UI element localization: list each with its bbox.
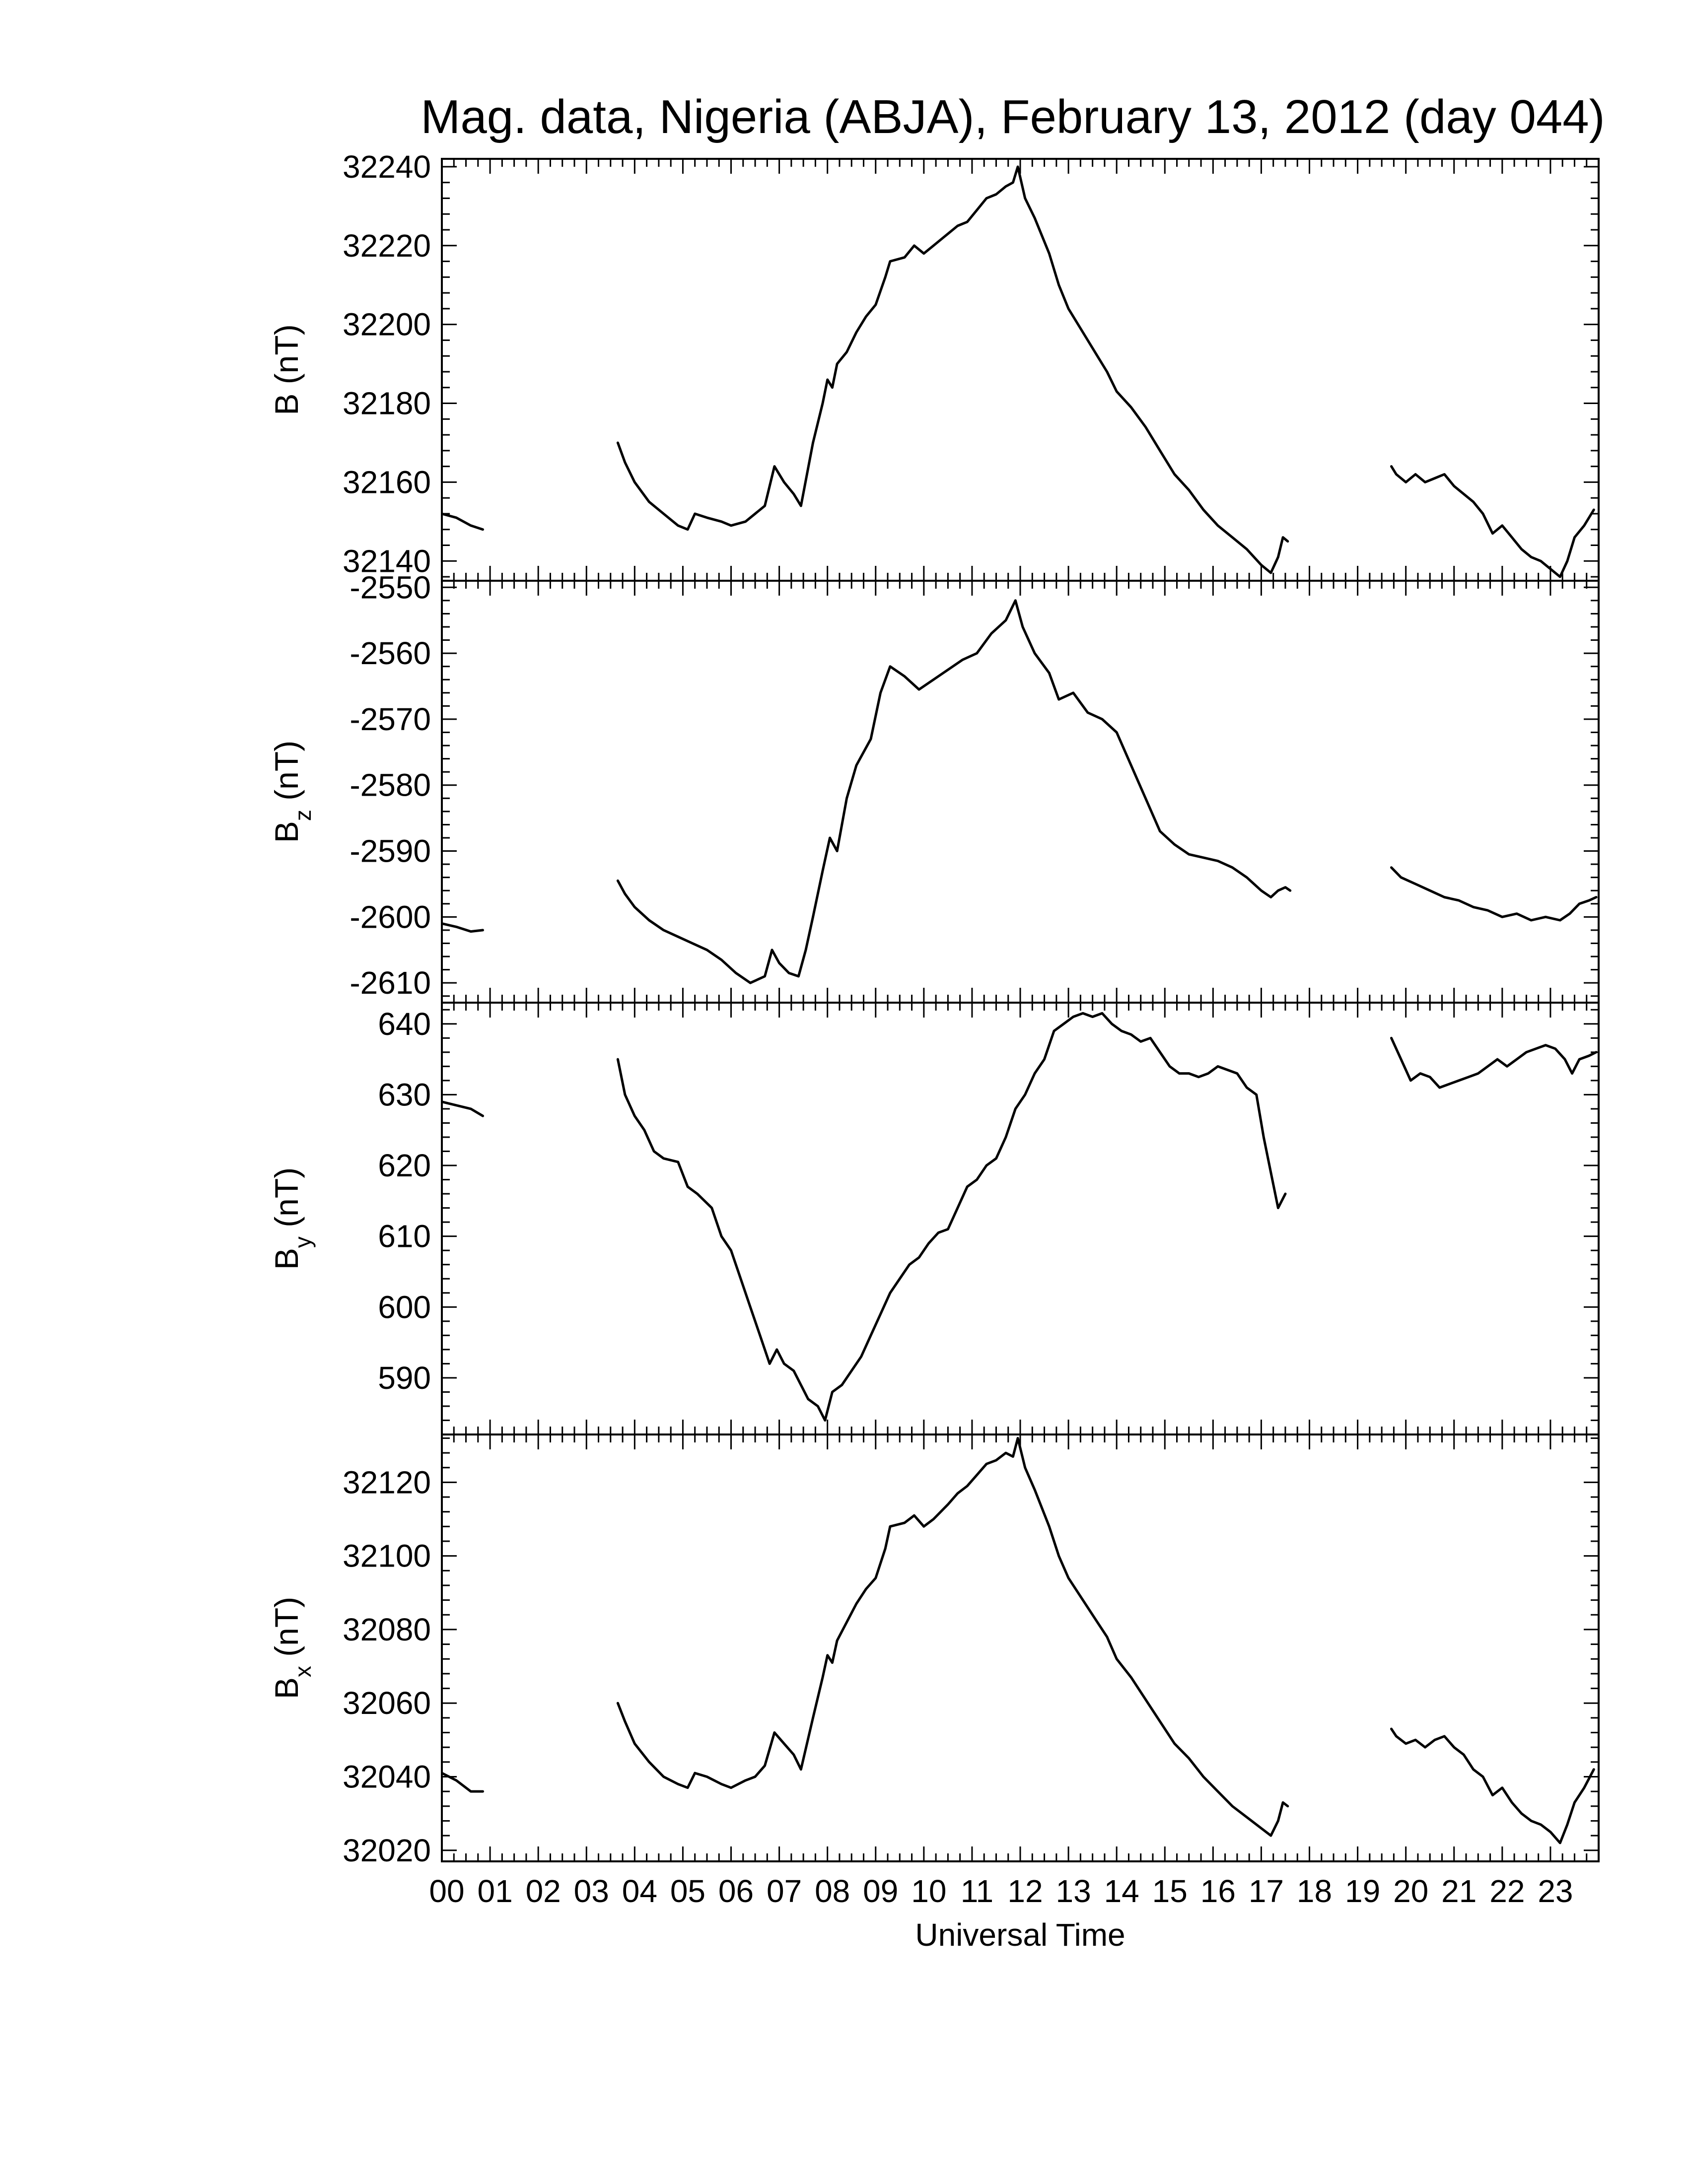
chart-title: Mag. data, Nigeria (ABJA), February 13, 2012 (day 044) xyxy=(421,90,1605,143)
y-tick-label: 32240 xyxy=(343,148,431,185)
x-tick-label: 08 xyxy=(815,1873,850,1909)
x-tick-label: 12 xyxy=(1007,1873,1043,1909)
x-tick-label: 03 xyxy=(573,1873,609,1909)
x-tick-label: 05 xyxy=(670,1873,706,1909)
data-trace-segment xyxy=(618,167,1287,573)
data-trace-segment xyxy=(1392,868,1597,920)
x-tick-label: 19 xyxy=(1344,1873,1381,1909)
panel-1 xyxy=(268,149,1599,581)
x-tick-label: 11 xyxy=(960,1873,994,1909)
data-trace-segment xyxy=(442,514,483,530)
x-tick-label: 17 xyxy=(1248,1873,1284,1909)
x-tick-label: 06 xyxy=(718,1873,754,1909)
y-tick-label: -2590 xyxy=(350,833,431,869)
x-tick-label: 20 xyxy=(1393,1873,1429,1909)
y-axis-label: $B_x$ (nT) xyxy=(268,1596,316,1700)
panel-4 xyxy=(268,1434,1599,1868)
x-tick-label: 22 xyxy=(1489,1873,1525,1909)
y-tick-label: 640 xyxy=(378,1006,431,1042)
x-tick-label: 02 xyxy=(525,1873,561,1909)
y-tick-label: 32020 xyxy=(343,1832,431,1868)
panel-frame xyxy=(442,1434,1599,1861)
y-tick-label: 32120 xyxy=(343,1464,431,1501)
panel-frame xyxy=(442,159,1599,581)
y-tick-label: 32060 xyxy=(343,1685,431,1721)
y-tick-label: 630 xyxy=(378,1077,431,1113)
y-tick-label: 32200 xyxy=(343,306,431,342)
data-trace-segment xyxy=(442,1773,483,1791)
y-tick-label: -2600 xyxy=(350,899,431,935)
y-tick-label: 32140 xyxy=(343,543,431,579)
y-tick-label: -2580 xyxy=(350,767,431,803)
data-trace-segment xyxy=(618,1438,1287,1836)
data-trace-segment xyxy=(1392,1729,1594,1843)
data-trace-segment xyxy=(618,601,1290,983)
y-tick-label: 32160 xyxy=(343,464,431,500)
panel-frame xyxy=(442,581,1599,1003)
data-trace-segment xyxy=(1392,467,1594,577)
y-tick-label: 32220 xyxy=(343,227,431,264)
x-tick-label: 23 xyxy=(1538,1873,1573,1909)
y-tick-label: -2560 xyxy=(350,635,431,672)
y-tick-label: -2550 xyxy=(350,569,431,606)
x-tick-label: 00 xyxy=(429,1873,465,1909)
y-axis-label: $B_z$ (nT) xyxy=(268,740,316,843)
x-tick-label: 14 xyxy=(1104,1873,1139,1909)
y-axis-label: $B_y$ (nT) xyxy=(268,1167,316,1270)
y-axis-label: B (nT) xyxy=(268,324,305,415)
x-tick-label: 10 xyxy=(911,1873,947,1909)
y-tick-label: 32100 xyxy=(343,1538,431,1574)
panel-frame xyxy=(442,1003,1599,1434)
y-tick-label: 32080 xyxy=(343,1611,431,1647)
data-trace-segment xyxy=(1392,1038,1597,1088)
y-tick-label: 32180 xyxy=(343,385,431,421)
x-tick-label: 21 xyxy=(1441,1873,1477,1909)
y-tick-label: 610 xyxy=(378,1218,431,1254)
x-tick-label: 04 xyxy=(622,1873,657,1909)
y-tick-label: 590 xyxy=(378,1360,431,1396)
x-tick-label: 09 xyxy=(863,1873,899,1909)
x-tick-label: 18 xyxy=(1296,1873,1333,1909)
y-tick-label: 32040 xyxy=(343,1759,431,1795)
panel-3 xyxy=(268,1003,1599,1434)
x-tick-label: 15 xyxy=(1152,1873,1188,1909)
panel-2 xyxy=(268,569,1599,1003)
x-tick-label: 16 xyxy=(1200,1873,1236,1909)
x-tick-label: 07 xyxy=(766,1873,802,1909)
y-tick-label: -2570 xyxy=(350,701,431,737)
y-tick-label: -2610 xyxy=(350,965,431,1001)
y-tick-label: 620 xyxy=(378,1148,431,1184)
x-axis-label: Universal Time xyxy=(915,1917,1125,1953)
x-tick-label: 01 xyxy=(477,1873,513,1909)
data-trace-segment xyxy=(618,1013,1285,1420)
y-tick-label: 600 xyxy=(378,1289,431,1325)
x-tick-label: 13 xyxy=(1055,1873,1091,1909)
